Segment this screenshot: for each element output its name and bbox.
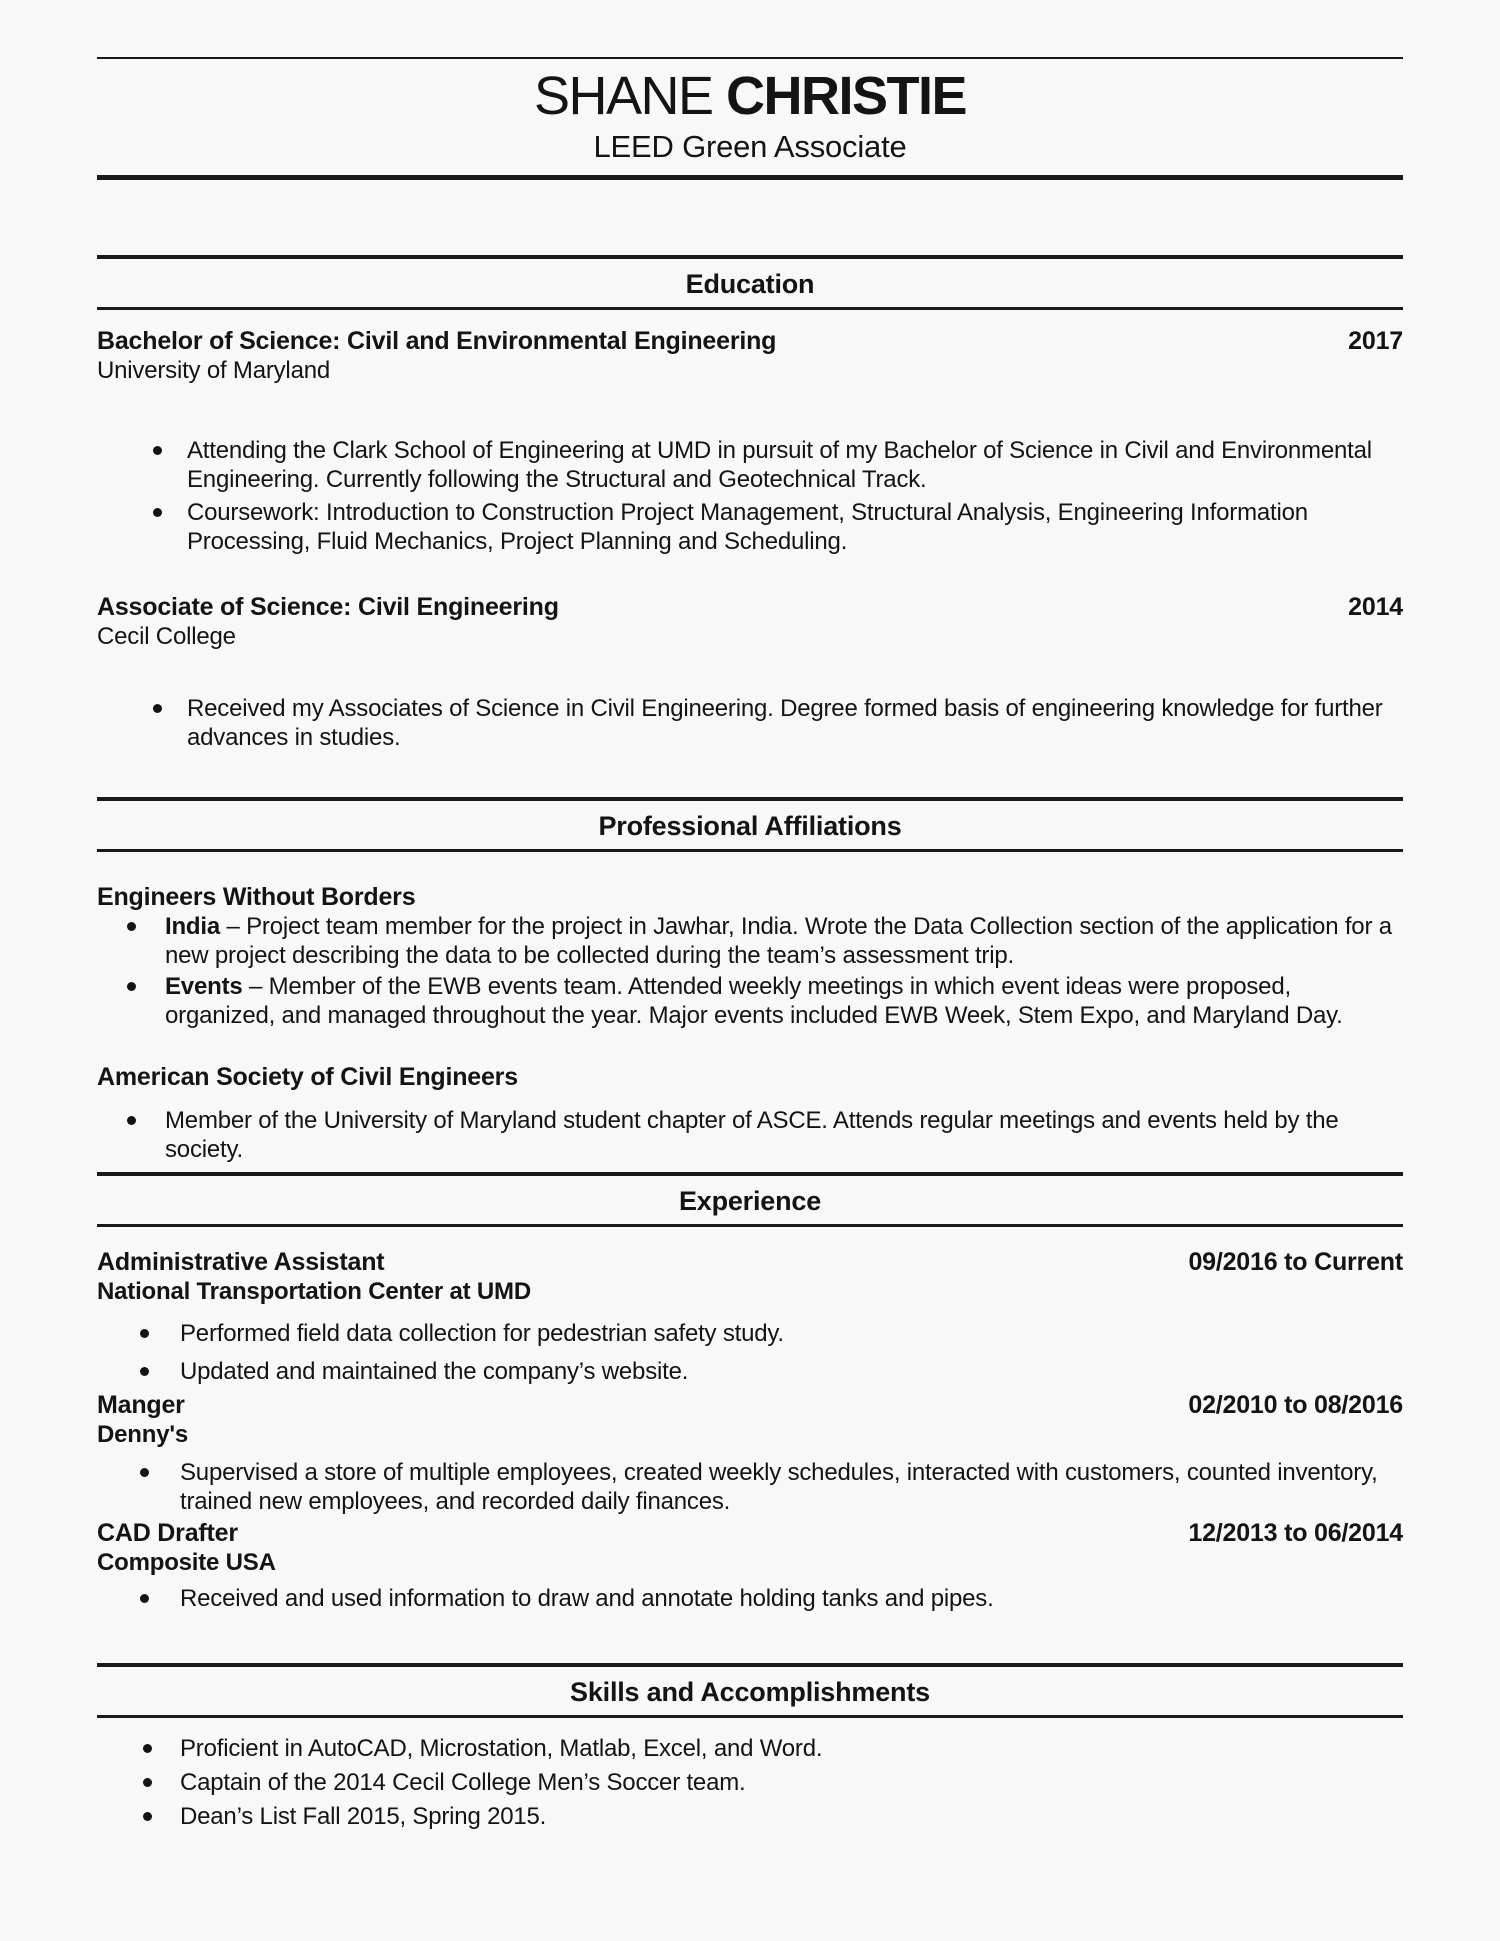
company-name: National Transportation Center at UMD: [97, 1278, 531, 1305]
degree-title-row: [97, 326, 1403, 356]
school-name: Cecil College: [97, 623, 236, 650]
bullet-item: [97, 1734, 1403, 1763]
bullet-text: Coursework: Introduction to Construction Project Management, Structural Analysis, Engineering Information Processing, Fluid Mechanics, Project Planning and Scheduling.: [187, 499, 1308, 555]
bullet-icon: [127, 982, 136, 991]
bullet-body: – Member of the EWB events team. Attended weekly meetings in which event ideas were proposed, organized, and managed throughout the year. Major events included EWB Week, Stem Expo, and Maryland Day.: [165, 973, 1343, 1029]
education-entry: [97, 326, 1403, 556]
affiliations-section: [97, 882, 1403, 1164]
job-title-row: [97, 1518, 1403, 1548]
education-section: [97, 326, 1403, 752]
school-name: University of Maryland: [97, 357, 331, 384]
bullet-item: [97, 1768, 1403, 1797]
job-title-row: [97, 1390, 1403, 1420]
bullet-item: [97, 1357, 1403, 1386]
candidate-last-name: CHRISTIE: [726, 66, 967, 126]
bullet-icon: [140, 1367, 149, 1376]
bullet-icon: [153, 508, 162, 517]
degree-year: 2017: [1348, 327, 1403, 355]
job-dates: 09/2016 to Current: [1188, 1248, 1403, 1276]
bullet-item: [97, 1106, 1403, 1164]
bullet-icon: [140, 1329, 149, 1338]
credential-subtitle: LEED Green Associate: [593, 129, 907, 164]
organization-name: American Society of Civil Engineers: [97, 1063, 518, 1091]
education-bullet-list: [97, 694, 1403, 752]
bullet-text: Attending the Clark School of Engineering at UMD in pursuit of my Bachelor of Science in Civil and Environmental Engineering. Currently following the Structural and Geotechnical Track.: [187, 437, 1372, 493]
bullet-text: Captain of the 2014 Cecil College Men’s Soccer team.: [180, 1769, 746, 1796]
resume-header: [97, 57, 1403, 180]
bullet-item: [97, 498, 1403, 556]
section-heading-education: Education: [97, 255, 1403, 310]
affiliation-bullet-list: [97, 1106, 1403, 1164]
bullet-item: [97, 1802, 1403, 1831]
organization-name: Engineers Without Borders: [97, 883, 416, 911]
bullet-item: [97, 1584, 1403, 1613]
bullet-text: Received and used information to draw and annotate holding tanks and pipes.: [180, 1585, 994, 1612]
job-title: Manger: [97, 1391, 185, 1419]
bullet-icon: [140, 1468, 149, 1477]
company-name: Composite USA: [97, 1549, 276, 1576]
degree-year: 2014: [1348, 593, 1403, 621]
bullet-icon: [153, 704, 162, 713]
bullet-icon: [127, 922, 136, 931]
bullet-body: – Project team member for the project in Jawhar, India. Wrote the Data Collection section of the application for a new project describing the data to be collected during the team’s assessment trip.: [165, 913, 1392, 969]
job-title: Administrative Assistant: [97, 1248, 385, 1276]
section-heading-experience: Experience: [97, 1172, 1403, 1227]
candidate-name: [97, 65, 1403, 127]
experience-section: [97, 1247, 1403, 1613]
bullet-icon: [153, 446, 162, 455]
bullet-lead: India: [165, 913, 221, 940]
job-bullet-list: [97, 1458, 1403, 1516]
degree-title: Associate of Science: Civil Engineering: [97, 593, 559, 621]
bullet-item: [97, 972, 1403, 1030]
job-bullet-list: [97, 1319, 1403, 1386]
bullet-text: [165, 973, 1343, 1029]
bullet-item: [97, 1319, 1403, 1348]
section-heading-affiliations: Professional Affiliations: [97, 797, 1403, 852]
degree-title-row: [97, 592, 1403, 622]
education-entry: [97, 592, 1403, 752]
bullet-text: [165, 913, 1392, 969]
company-name: Denny's: [97, 1421, 189, 1448]
section-heading-skills: Skills and Accomplishments: [97, 1663, 1403, 1718]
degree-title: Bachelor of Science: Civil and Environmental Engineering: [97, 327, 777, 355]
bullet-text: Supervised a store of multiple employees, created weekly schedules, interacted with customers, counted inventory, trained new employees, and recorded daily finances.: [180, 1459, 1378, 1515]
job-entry: [97, 1518, 1403, 1613]
bullet-lead: Events: [165, 973, 243, 1000]
bullet-item: [97, 1458, 1403, 1516]
bullet-icon: [143, 1812, 152, 1821]
bullet-item: [97, 436, 1403, 494]
bullet-text: Proficient in AutoCAD, Microstation, Matlab, Excel, and Word.: [180, 1735, 823, 1762]
job-bullet-list: [97, 1584, 1403, 1613]
job-title-row: [97, 1247, 1403, 1277]
job-entry: [97, 1390, 1403, 1516]
bullet-body: Member of the University of Maryland student chapter of ASCE. Attends regular meetings and events held by the society.: [165, 1107, 1339, 1163]
bullet-icon: [140, 1594, 149, 1603]
bullet-icon: [143, 1778, 152, 1787]
bullet-text: Performed field data collection for pedestrian safety study.: [180, 1320, 784, 1347]
bullet-text: Updated and maintained the company’s website.: [180, 1358, 689, 1385]
affiliation-group: [97, 1062, 1403, 1164]
skills-bullet-list: [97, 1734, 1403, 1831]
affiliation-bullet-list: [97, 912, 1403, 1030]
affiliation-group: [97, 882, 1403, 1030]
skills-section: [97, 1734, 1403, 1831]
bullet-text: [165, 1107, 1339, 1163]
bullet-icon: [127, 1116, 136, 1125]
bullet-icon: [143, 1744, 152, 1753]
candidate-first-name: SHANE: [533, 66, 713, 126]
bullet-text: Dean’s List Fall 2015, Spring 2015.: [180, 1803, 547, 1830]
job-dates: 02/2010 to 08/2016: [1188, 1391, 1403, 1419]
job-entry: [97, 1247, 1403, 1386]
job-dates: 12/2013 to 06/2014: [1188, 1519, 1403, 1547]
job-title: CAD Drafter: [97, 1519, 238, 1547]
bullet-item: [97, 912, 1403, 970]
bullet-item: [97, 694, 1403, 752]
education-bullet-list: [97, 436, 1403, 556]
bullet-text: Received my Associates of Science in Civil Engineering. Degree formed basis of engineering knowledge for further advances in studies.: [187, 695, 1383, 751]
